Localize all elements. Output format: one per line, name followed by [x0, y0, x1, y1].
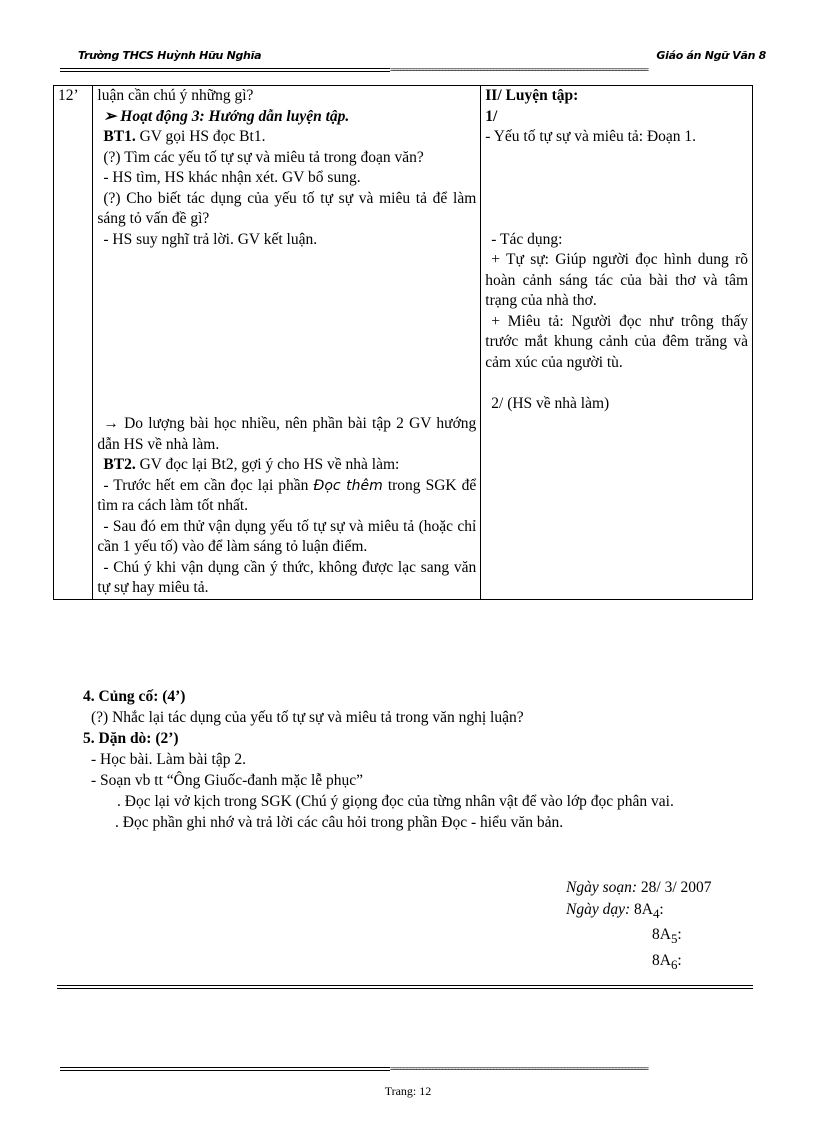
section-line: - Soạn vb tt “Ông Giuốc-đanh mặc lễ phục” — [91, 772, 364, 789]
activity-cell — [93, 86, 481, 600]
activity-line: - Trước hết em cần đọc lại phần Đọc thêm trong SGK để tìm ra cách làm tốt nhất. — [97, 476, 477, 514]
lesson-table — [53, 85, 753, 600]
result-line: - Tác dụng: — [491, 230, 563, 248]
time-value: 12’ — [58, 87, 79, 104]
activity-line: - HS tìm, HS khác nhận xét. GV bổ sung. — [103, 169, 361, 186]
section-line: - Học bài. Làm bài tập 2. — [91, 751, 246, 768]
dates-block — [566, 877, 712, 975]
section-heading: 4. Củng cố: (4’) — [83, 688, 186, 705]
result-line: 2/ (HS về nhà làm) — [491, 394, 610, 412]
activity-heading: ➢ Hoạt động 3: Hướng dẫn luyện tập. — [103, 107, 350, 125]
result-line: - Yếu tố tự sự và miêu tả: Đoạn 1. — [485, 128, 697, 145]
result-line: + Miêu tả: Người đọc như trông thấy trước mắt khung cảnh của đêm trăng và cảm xúc của người tù. — [485, 312, 748, 371]
activity-line: - Sau đó em thử vận dụng yếu tố tự sự và miêu tả (hoặc chỉ cần 1 yếu tố) vào để làm sáng tỏ luận điểm. — [97, 517, 477, 555]
date-class: $8A_5$: — [652, 926, 682, 947]
result-line: 1/ — [485, 107, 498, 125]
section-line: . Đọc lại vở kịch trong SGK (Chú ý giọng đọc của từng nhân vật để vào lớp đọc phân vai. — [117, 793, 674, 810]
section-heading: 5. Dặn dò: (2’) — [83, 730, 179, 747]
activity-line: BT2. GV đọc lại Bt2, gợi ý cho HS về nhà làm: — [103, 456, 400, 473]
activity-line: - Chú ý khi vận dụng cần ý thức, không được lạc sang văn tự sự hay miêu tả. — [97, 558, 477, 596]
section-line: (?) Nhắc lại tác dụng của yếu tố tự sự và miêu tả trong văn nghị luận? — [91, 709, 524, 726]
result-line: + Tự sự: Giúp người đọc hình dung rõ hoàn cảnh sáng tác của bài thơ và tâm trạng của nhà thơ. — [485, 251, 748, 309]
activity-line: (?) Tìm các yếu tố tự sự và miêu tả trong đoạn văn? — [103, 148, 424, 166]
result-heading: II/ Luyện tập: — [485, 87, 579, 104]
page-number: Trang: 12 — [384, 1084, 432, 1098]
section-line: . Đọc phần ghi nhớ và trả lời các câu hỏi trong phần Đọc - hiểu văn bản. — [115, 814, 564, 831]
section-divider — [57, 985, 753, 989]
date-prepared: Ngày soạn: 28/ 3/ 2007 — [566, 879, 712, 896]
date-class: $8A_6$: — [652, 951, 682, 972]
result-cell — [481, 86, 753, 600]
time-cell — [54, 86, 93, 600]
lesson-closing — [60, 686, 760, 833]
header-school: Trường THCS Huỳnh Hữu Nghĩa — [78, 49, 262, 62]
table-row — [54, 86, 753, 600]
activity-line: - HS suy nghĩ trả lời. GV kết luận. — [103, 230, 318, 248]
activity-line: luận cần chú ý những gì? — [97, 87, 254, 104]
activity-line: (?) Cho biết tác dụng của yếu tố tự sự và miêu tả để làm sáng tỏ vấn đề gì? — [97, 189, 477, 227]
date-taught: Ngày dạy: $8A_4$: — [566, 900, 664, 921]
activity-line: BT1. GV gọi HS đọc Bt1. — [103, 128, 266, 145]
header-subject: Giáo án Ngữ Văn 8 — [656, 49, 766, 62]
footer-rule: ================================================================================ — [60, 1067, 720, 1073]
activity-line: → Do lượng bài học nhiều, nên phần bài tập 2 GV hướng dẫn HS về nhà làm. — [97, 415, 477, 453]
arrow-bullet-icon: ➢ — [103, 107, 117, 125]
header-rule: ================================================================================ — [60, 68, 720, 74]
